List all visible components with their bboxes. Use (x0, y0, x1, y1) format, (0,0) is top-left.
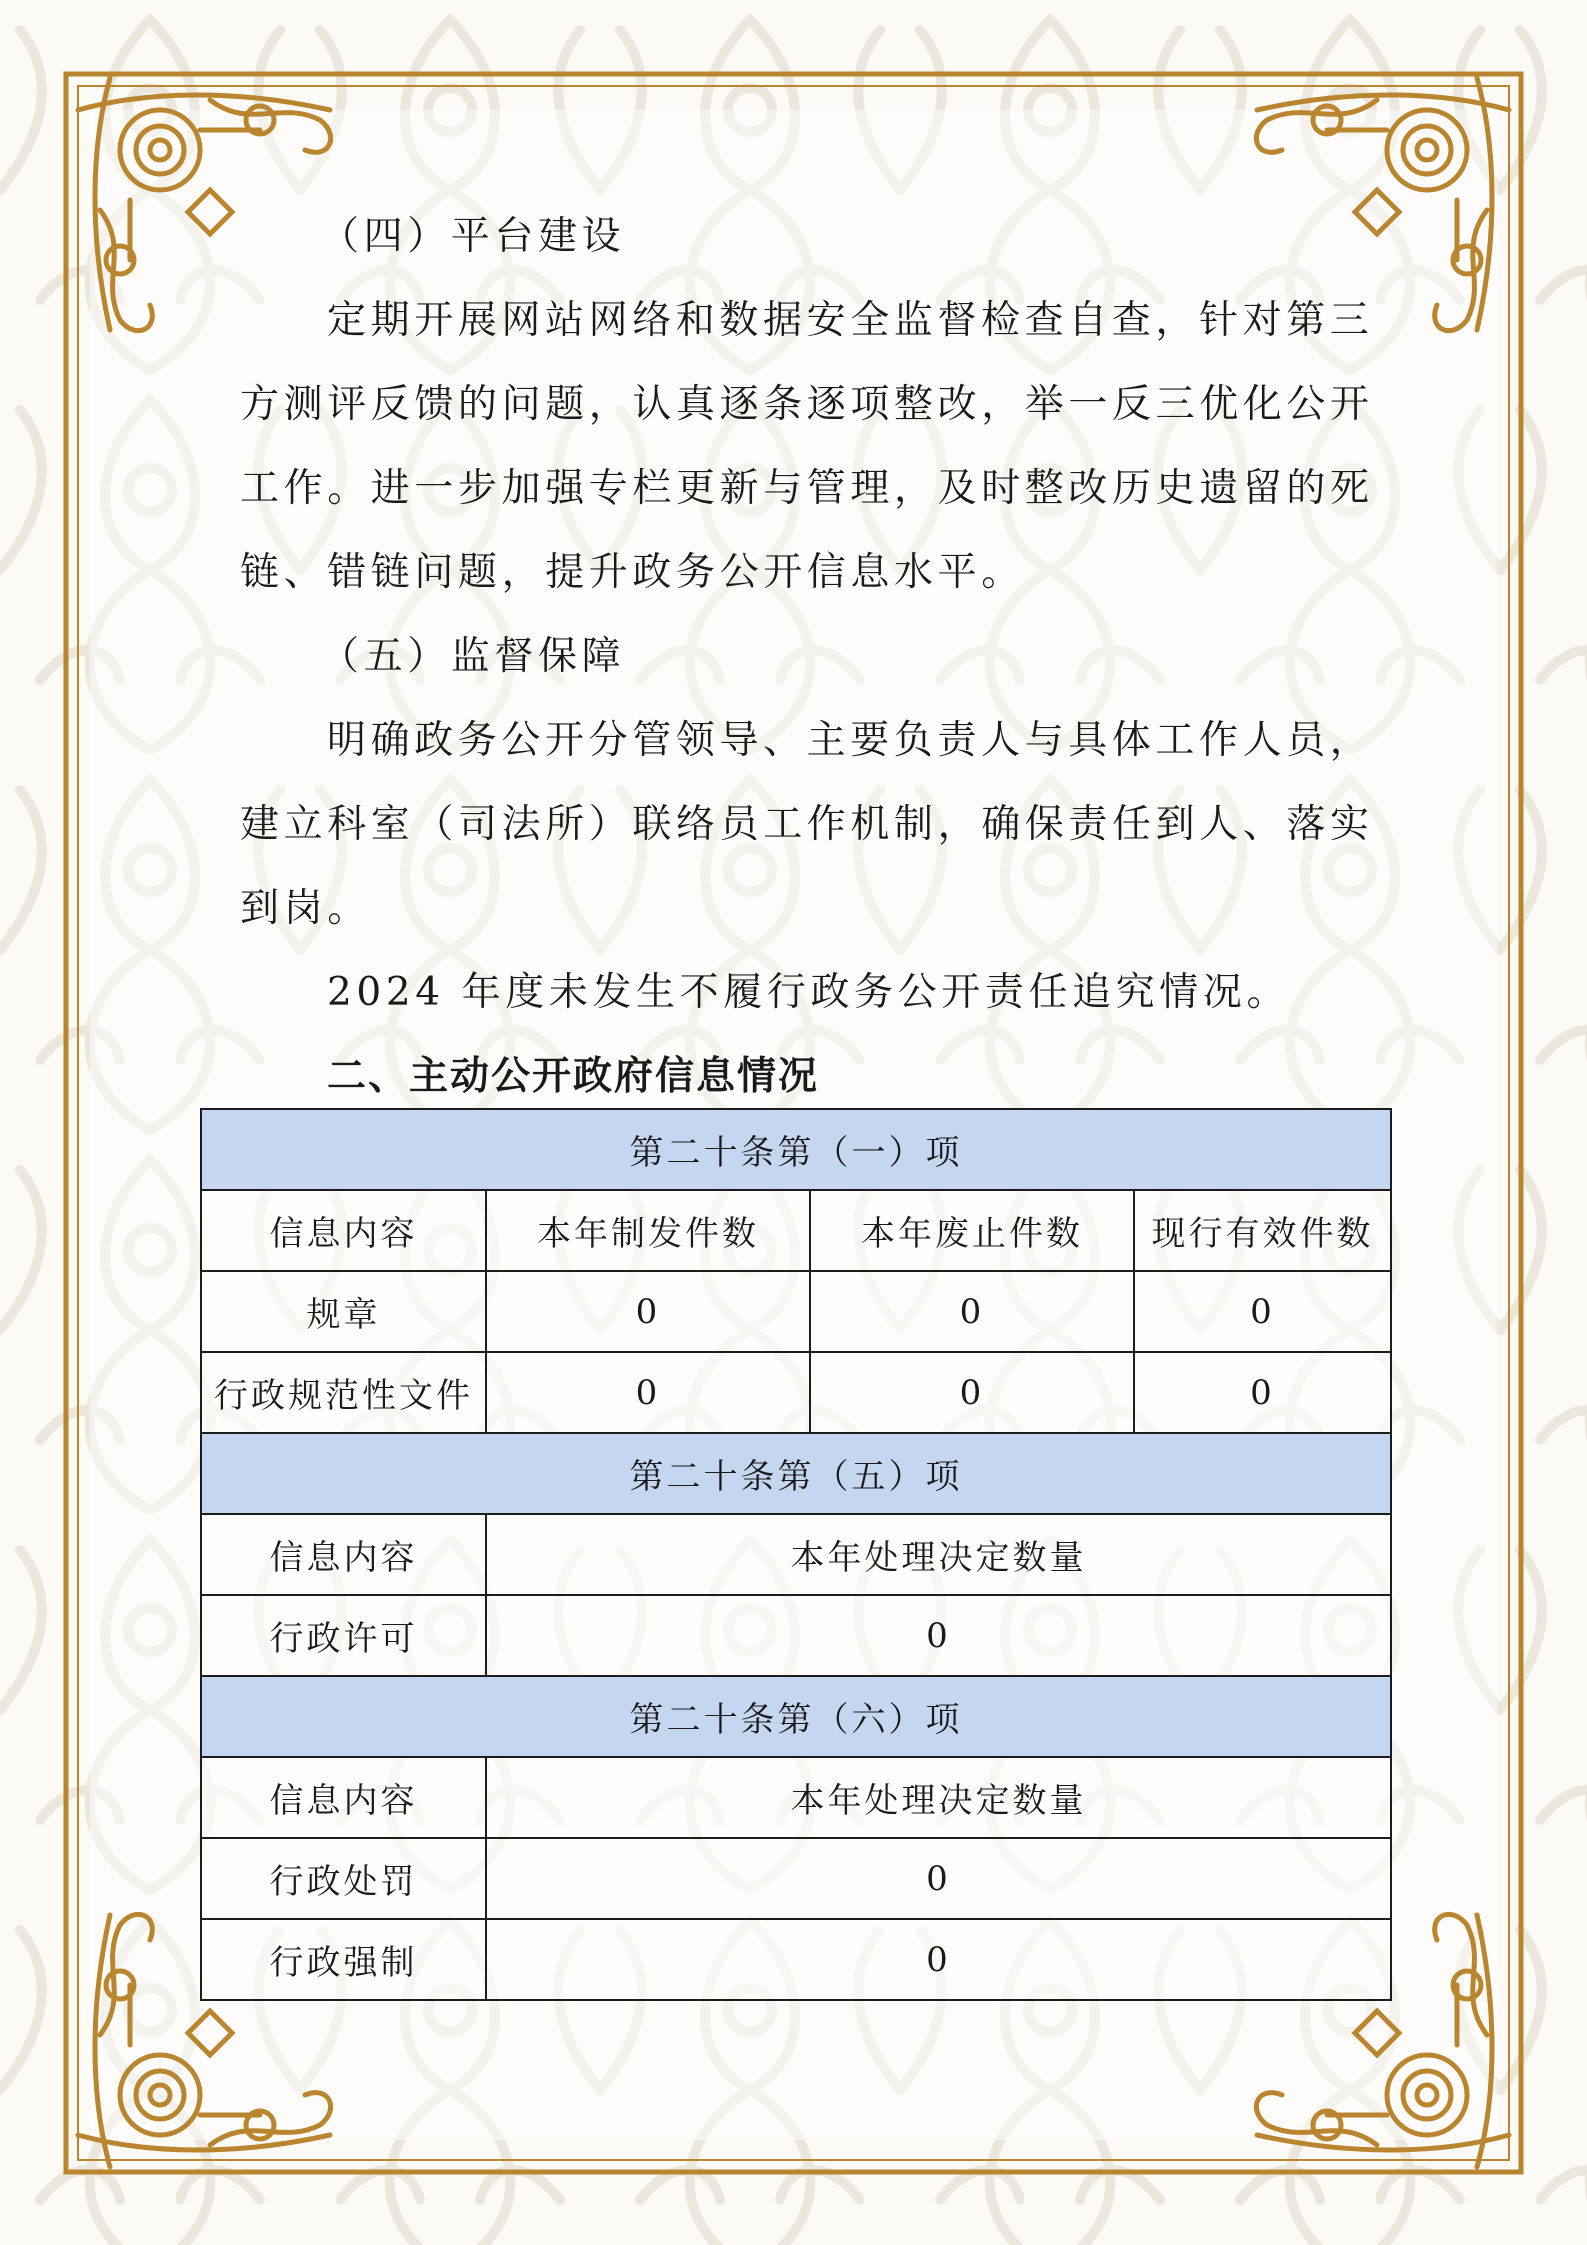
row-label: 行政规范性文件 (201, 1352, 486, 1433)
paragraph-line: 明确政务公开分管领导、主要负责人与具体工作人员， (327, 718, 1374, 763)
paragraph-line: 链、错链问题，提升政务公开信息水平。 (240, 550, 1025, 595)
column-header: 本年处理决定数量 (486, 1514, 1391, 1595)
table-section-header (201, 1109, 1391, 1190)
column-header: 信息内容 (201, 1514, 486, 1595)
body-text (240, 195, 1374, 1119)
paragraph-line: 定期开展网站网络和数据安全监督检查自查，针对第三 (327, 298, 1374, 343)
subsection-heading: （四）平台建设 (320, 214, 626, 259)
table-cell: 0 (1134, 1271, 1391, 1352)
row-label: 行政处罚 (201, 1838, 486, 1919)
column-header: 本年废止件数 (810, 1190, 1134, 1271)
column-header: 现行有效件数 (1134, 1190, 1391, 1271)
article-6-title: 第二十条第（六）项 (201, 1676, 1391, 1757)
row-label: 行政强制 (201, 1919, 486, 2000)
subsection-heading: （五）监督保障 (320, 634, 626, 679)
row-label: 行政许可 (201, 1595, 486, 1676)
table-section-header (201, 1676, 1391, 1757)
table-row (201, 1352, 1391, 1433)
section-heading: 二、主动公开政府信息情况 (327, 1054, 820, 1099)
table-cell: 0 (1134, 1352, 1391, 1433)
table-section-header (201, 1433, 1391, 1514)
table-cell: 0 (810, 1271, 1134, 1352)
article-1-title: 第二十条第（一）项 (201, 1109, 1391, 1190)
column-header: 本年处理决定数量 (486, 1757, 1391, 1838)
column-header: 本年制发件数 (486, 1190, 810, 1271)
table-cell: 0 (486, 1271, 810, 1352)
disclosure-table (200, 1108, 1392, 2001)
table-cell: 0 (486, 1352, 810, 1433)
article-5-title: 第二十条第（五）项 (201, 1433, 1391, 1514)
paragraph-line: 方测评反馈的问题，认真逐条逐项整改，举一反三优化公开 (240, 382, 1374, 427)
paragraph-line: 建立科室（司法所）联络员工作机制，确保责任到人、落实 (240, 802, 1374, 847)
table-cell: 0 (810, 1352, 1134, 1433)
table-row (201, 1838, 1391, 1919)
paragraph-line: 到岗。 (240, 886, 371, 931)
table-row (201, 1595, 1391, 1676)
table-cell: 0 (486, 1919, 1391, 2000)
table-cell: 0 (486, 1595, 1391, 1676)
table-cell: 0 (486, 1838, 1391, 1919)
table-column-header-row (201, 1757, 1391, 1838)
row-label: 规章 (201, 1271, 486, 1352)
table-column-header-row (201, 1514, 1391, 1595)
column-header: 信息内容 (201, 1757, 486, 1838)
table-row (201, 1271, 1391, 1352)
paragraph-line: 工作。进一步加强专栏更新与管理，及时整改历史遗留的死 (240, 466, 1374, 511)
column-header: 信息内容 (201, 1190, 486, 1271)
accountability-note: 2024 年度未发生不履行政务公开责任追究情况。 (327, 970, 1291, 1015)
table-row (201, 1919, 1391, 2000)
table-column-header-row (201, 1190, 1391, 1271)
